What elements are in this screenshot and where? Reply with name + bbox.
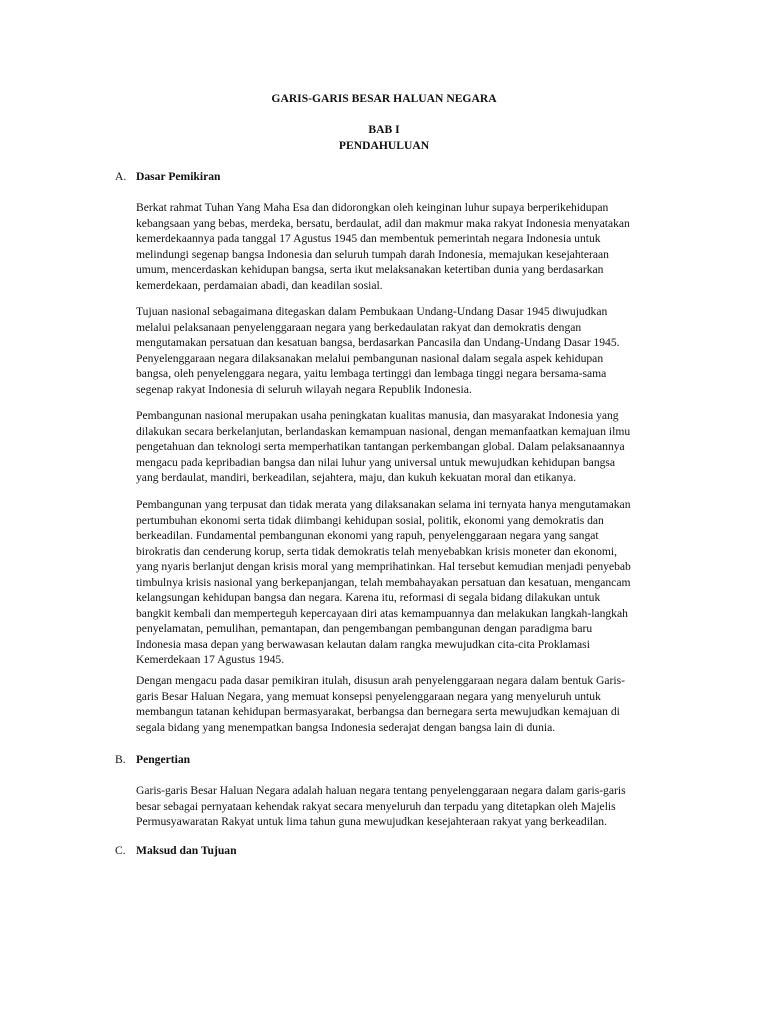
section-heading-maksud-dan-tujuan — [115, 843, 237, 859]
paragraph — [136, 783, 676, 830]
paragraph-line: Permusyawaratan Rakyat untuk lima tahun guna mewujudkan kesejahteraan rakyat yang berkeadilan. — [136, 815, 607, 828]
paragraph-line: mengacu pada kepribadian bangsa dan nilai luhur yang universal untuk mewujudkan kehidupan bangsa — [136, 455, 616, 469]
paragraph-line: Indonesia masa depan yang berwawasan kelautan dalam rangka mewujudkan cita-cita Proklamasi — [136, 637, 590, 651]
paragraph-line: kelangsungan kehidupan bangsa dan negara. Karena itu, reformasi di segala bidang dilakukan untuk — [136, 591, 601, 604]
paragraph-line: timbulnya krisis nasional yang berkepanjangan, telah membahayakan persatuan dan kesatuan, mengancam — [136, 575, 631, 589]
paragraph-line: pertumbuhan ekonomi serta tidak diimbangi kehidupan sosial, politik, ekonomi yang demokratis dan — [136, 513, 604, 527]
paragraph-line: segala bidang yang menempatkan bangsa Indonesia sederajat dengan bangsa lain di dunia. — [136, 720, 556, 734]
chapter-number: BAB I — [368, 123, 400, 136]
paragraph-line: dilakukan secara berkelanjutan, berlandaskan kemampuan nasional, dengan memanfaatkan kemajuan ilmu — [136, 424, 631, 438]
section-letter: B. — [115, 753, 126, 766]
chapter-name: PENDAHULUAN — [338, 138, 430, 152]
paragraph-line: Tujuan nasional sebagaimana ditegaskan dalam Pembukaan Undang-Undang Dasar 1945 diwujudkan — [136, 305, 608, 318]
section-title: Dasar Pemikiran — [136, 170, 221, 183]
paragraph-line: kemerdekaan, perdamaian abadi, dan keadilan sosial. — [136, 278, 383, 292]
document-title: GARIS-GARIS BESAR HALUAN NEGARA — [271, 92, 497, 105]
paragraph-line: birokratis dan cenderung korup, serta tidak demokratis telah menyebabkan krisis moneter dan ekonomi, — [136, 544, 617, 558]
paragraph — [136, 497, 676, 668]
section-title: Pengertian — [136, 753, 191, 766]
paragraph-line: bangsa, oleh penyelenggara negara, yaitu lembaga tertinggi dan lembaga tinggi negara bersama-sama — [136, 367, 607, 380]
section-letter: A. — [115, 170, 127, 183]
paragraph — [136, 408, 676, 486]
section-heading-pengertian — [115, 752, 190, 768]
paragraph-line: segenap rakyat Indonesia di seluruh wilayah negara Republik Indonesia. — [136, 382, 472, 396]
paragraph-line: kemerdekaannya pada tanggal 17 Agustus 1945 dan membentuk pemerintah negara Indonesia untuk — [136, 232, 601, 245]
paragraph-line: Garis-garis Besar Haluan Negara adalah haluan negara tentang penyelenggaraan negara dalam garis-garis — [136, 784, 626, 797]
paragraph-line: besar sebagai pernyataan kehendak rakyat secara menyeluruh dan terpadu yang ditetapkan oleh Majelis — [136, 799, 616, 813]
paragraph-line: garis Besar Haluan Negara, yang memuat konsepsi penyelenggaraan negara yang menyeluruh untuk — [136, 689, 601, 703]
paragraph-line: kebangsaan yang bebas, merdeka, bersatu, berdaulat, adil dan makmur maka rakyat Indonesia menyatakan — [136, 216, 630, 230]
paragraph — [136, 673, 676, 735]
section-title: Maksud dan Tujuan — [136, 844, 237, 857]
chapter-heading — [0, 122, 768, 153]
paragraph-line: yang nyaris berlanjut dengan krisis moral yang memprihatinkan. Hal tersebut kemudian menjadi penyebab — [136, 560, 631, 573]
paragraph-line: membangun tatanan kehidupan bermasyarakat, berbangsa dan bernegara serta mewujudkan kemajuan di — [136, 705, 620, 718]
paragraph-line: bangkit kembali dan memperteguh kepercayaan diri atas kemampuannya dan melakukan langkah-langkah — [136, 606, 628, 620]
paragraph-line: melindungi segenap bangsa Indonesia dan seluruh tumpah darah Indonesia, memajukan kesejahteraan — [136, 247, 609, 261]
paragraph-line: Pembangunan nasional merupakan usaha peningkatan kualitas manusia, dan masyarakat Indonesia yang — [136, 409, 619, 422]
paragraph-line: penyelamatan, pemulihan, pemantapan, dan pengembangan pembangunan dengan paradigma baru — [136, 622, 593, 635]
paragraph-line: Penyelenggaraan negara dilaksanakan melalui pembangunan nasional dalam segala aspek kehidupan — [136, 351, 604, 365]
paragraph-line: melalui pelaksanaan penyelenggaraan negara yang berkedaulatan rakyat dan demokratis dengan — [136, 320, 582, 334]
paragraph — [136, 200, 676, 293]
paragraph-line: berkeadilan. Fundamental pembangunan ekonomi yang rapuh, penyelenggaraan negara yang sangat — [136, 529, 599, 542]
paragraph-line: Berkat rahmat Tuhan Yang Maha Esa dan didorongkan oleh keinginan luhur supaya berperikehidupan — [136, 201, 609, 214]
paragraph-line: Dengan mengacu pada dasar pemikiran itulah, disusun arah penyelenggaraan negara dalam bentuk Garis- — [136, 674, 625, 687]
paragraph — [136, 304, 676, 397]
paragraph-line: Pembangunan yang terpusat dan tidak merata yang dilaksanakan selama ini ternyata hanya mengutamakan — [136, 498, 631, 511]
paragraph-line: mengutamakan persatuan dan kesatuan bangsa, berdasarkan Pancasila dan Undang-Undang Dasar 1945. — [136, 336, 620, 349]
section-heading-dasar-pemikiran — [115, 169, 220, 185]
section-letter: C. — [115, 844, 126, 857]
paragraph-line: Kemerdekaan 17 Agustus 1945. — [136, 653, 285, 666]
paragraph-line: yang berdaulat, mandiri, berkeadilan, sejahtera, maju, dan kukuh kekuatan moral dan etikanya. — [136, 471, 577, 484]
paragraph-line: pengetahuan dan teknologi serta memperhatikan tantangan perkembangan global. Dalam pelaksanaannya — [136, 440, 625, 453]
paragraph-line: umum, mencerdaskan kehidupan bangsa, serta ikut melaksanakan ketertiban dunia yang berdasarkan — [136, 263, 604, 276]
